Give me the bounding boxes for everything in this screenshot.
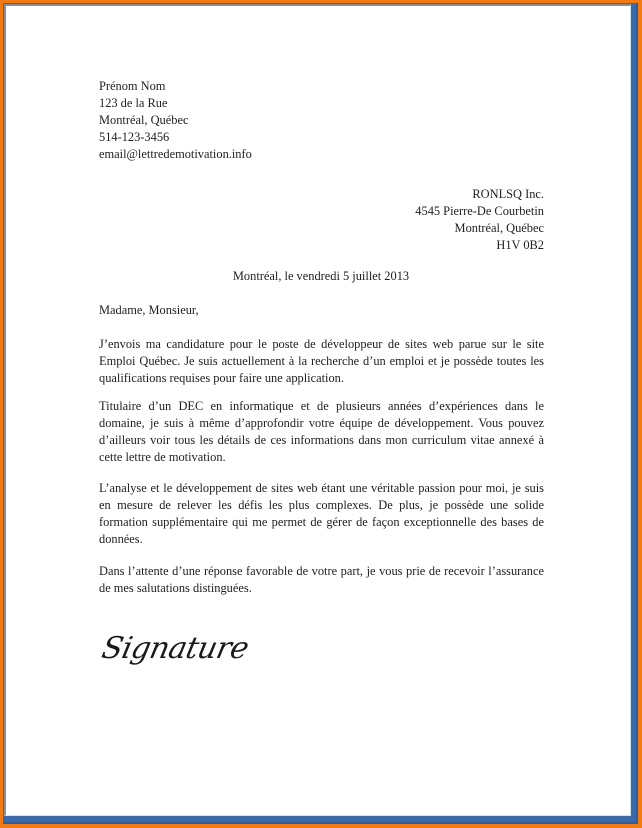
sender-name: Prénom Nom <box>99 79 166 93</box>
recipient-company: RONLSQ Inc. <box>472 187 544 201</box>
sender-email: email@lettredemotivation.info <box>99 147 252 161</box>
sender-address-block <box>99 78 252 163</box>
recipient-street: 4545 Pierre-De Courbetin <box>415 204 544 218</box>
sender-city: Montréal, Québec <box>99 113 189 127</box>
body-paragraph-3: L’analyse et le développement de sites web étant une véritable passion pour moi, je suis en mesure de relever les défis les plus complexes. De plus, je possède une solide formation supplémentaire qui me permet de gérer de façon exceptionnelle des bases de données. <box>99 481 544 546</box>
sender-street: 123 de la Rue <box>99 96 168 110</box>
body-paragraph-2: Titulaire d’un DEC en informatique et de plusieurs années d’expériences dans le domaine, je suis à même d’approfondir votre équipe de développement. Vous pouvez d’ailleurs voir tous les détails de ces informations dans mon curriculum vitae annexé à cette lettre de motivation. <box>99 399 544 464</box>
sender-phone: 514-123-3456 <box>99 130 170 144</box>
body-paragraph-4: Dans l’attente d’une réponse favorable de votre part, je vous prie de recevoir l’assurance de mes salutations distinguées. <box>99 564 544 595</box>
signature-image <box>100 622 250 677</box>
recipient-postal-code: H1V 0B2 <box>496 238 544 252</box>
svg-text:Signature: Signature <box>100 631 250 666</box>
greeting: Madame, Monsieur, <box>99 303 199 317</box>
body-paragraph-1: J’envois ma candidature pour le poste de développeur de sites web parue sur le site Emploi Québec. Je suis actuellement à la recherche d’un emploi et je possède toutes les qualifications requises pour faire une application. <box>99 337 544 385</box>
date-line-container <box>0 268 642 285</box>
date-line: Montréal, le vendredi 5 juillet 2013 <box>232 269 410 283</box>
signature-icon <box>100 622 250 677</box>
recipient-address-block <box>415 186 544 254</box>
recipient-city: Montréal, Québec <box>454 221 544 235</box>
